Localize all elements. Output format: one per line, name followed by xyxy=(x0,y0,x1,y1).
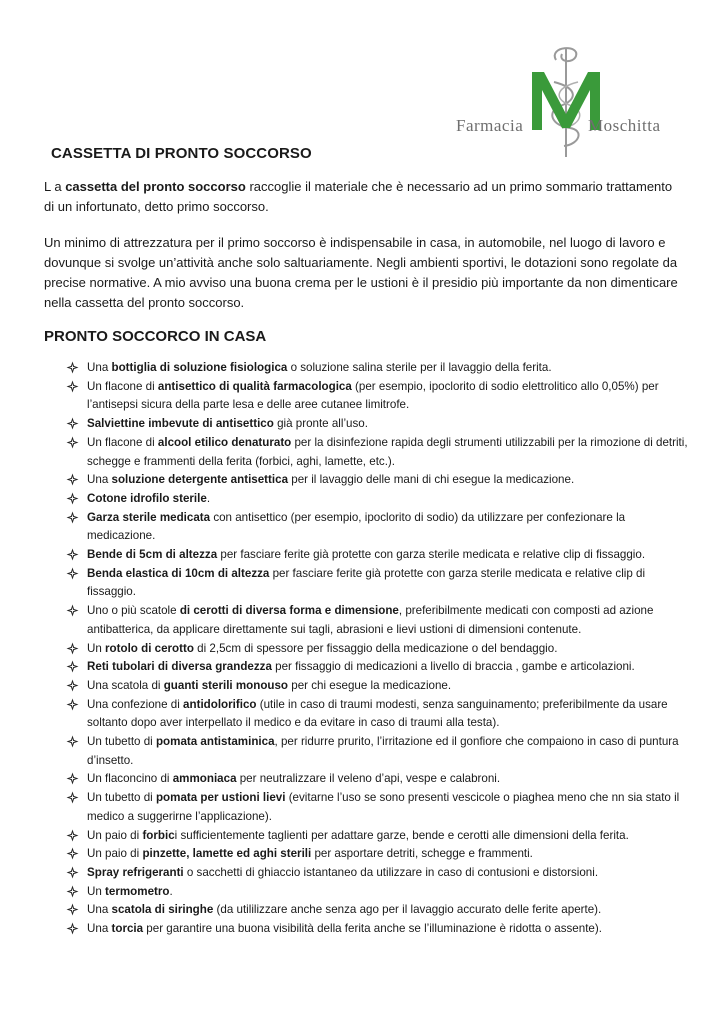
item-text-post: per garantire una buona visibilità della ferita anche se l’illuminazione è ridotta o assente). xyxy=(143,922,602,936)
item-text-post: per asportare detriti, schegge e frammenti. xyxy=(311,847,533,861)
item-text-bold: Bende di 5cm di altezza xyxy=(87,548,218,562)
diamond-bullet-icon xyxy=(66,361,79,374)
item-text-bold: rotolo di cerotto xyxy=(105,641,194,655)
diamond-bullet-icon xyxy=(66,567,79,580)
item-text-bold: Reti tubolari di diversa grandezza xyxy=(87,660,272,674)
item-text-bold: di cerotti di diversa forma e dimensione xyxy=(179,604,399,618)
item-text-post: per chi esegue la medicazione. xyxy=(288,678,452,692)
item-text-pre: Una xyxy=(87,922,112,936)
list-item xyxy=(66,733,688,770)
diamond-bullet-icon xyxy=(66,735,79,748)
diamond-bullet-icon xyxy=(66,679,79,692)
item-text-post: . xyxy=(206,491,211,505)
pharmacy-logo xyxy=(452,42,692,162)
intro-post: raccoglie il materiale che è necessario ad un primo sommario trattamento di un infortunato, detto primo soccorso. xyxy=(44,179,673,214)
item-text-post: per fissaggio di medicazioni a livello di braccia , gambe e articolazioni. xyxy=(271,660,635,674)
item-text-post: , preferibilmente medicati con composti ad azione antibatterica, da applicare direttamente sui tagli, abrasioni e lievi ustioni di dimensioni contenute. xyxy=(87,604,654,636)
item-text-pre: Una xyxy=(87,361,112,374)
item-text-pre: Un xyxy=(87,884,106,898)
item-text-post: di 2,5cm di spessore per fissaggio della medicazione o del bendaggio. xyxy=(193,641,558,655)
logo-word-left: Farmacia xyxy=(456,116,524,135)
item-text-post: o soluzione salina sterile per il lavaggio della ferita. xyxy=(287,361,552,374)
list-item xyxy=(66,565,688,602)
item-text-bold: bottiglia di soluzione fisiologica xyxy=(111,361,288,374)
item-text-pre: Un flacone di xyxy=(87,435,158,449)
diamond-bullet-icon xyxy=(66,436,79,449)
item-text-post: (da utililizzare anche senza ago per il lavaggio accurato delle ferite aperte). xyxy=(213,903,602,917)
list-item xyxy=(66,509,688,546)
item-text-pre: Un tubetto di xyxy=(87,791,156,805)
diamond-bullet-icon xyxy=(66,903,79,916)
item-text-bold: Cotone idrofilo sterile xyxy=(87,491,207,505)
list-item xyxy=(66,827,688,846)
item-text-pre: Un flacone di xyxy=(87,379,158,393)
list-item xyxy=(66,864,688,883)
diamond-bullet-icon xyxy=(66,772,79,785)
diamond-bullet-icon xyxy=(66,642,79,655)
item-text-bold: pinzette, lamette ed aghi sterili xyxy=(142,847,312,861)
supplies-list xyxy=(66,359,688,939)
item-text-post: (evitarne l’uso se sono presenti vescicole o piaghea meno che nn sia stato il medico a suggerirne l’applicazione). xyxy=(87,791,680,823)
list-item xyxy=(66,359,688,378)
list-item xyxy=(66,490,688,509)
list-item xyxy=(66,920,688,939)
diamond-bullet-icon xyxy=(66,511,79,524)
item-text-bold: termometro xyxy=(105,884,170,898)
diamond-bullet-icon xyxy=(66,604,79,617)
item-text-post: già pronte all’uso. xyxy=(273,417,368,431)
list-item xyxy=(66,640,688,659)
item-text-bold: scatola di siringhe xyxy=(111,903,214,917)
diamond-bullet-icon xyxy=(66,829,79,842)
list-item xyxy=(66,415,688,434)
list-item xyxy=(66,696,688,733)
item-text-post: , per ridurre prurito, l’irritazione ed il gonfiore che compaiono in caso di puntura d’insetto. xyxy=(87,735,679,767)
diamond-bullet-icon xyxy=(66,473,79,486)
item-text-bold: Garza sterile medicata xyxy=(87,510,211,524)
item-text-pre: Una confezione di xyxy=(87,697,184,711)
item-text-post: per fasciare ferite già protette con garza sterile medicata e relative clip di fissaggio. xyxy=(217,548,646,562)
diamond-bullet-icon xyxy=(66,847,79,860)
item-text-bold: antidolorifico xyxy=(183,697,257,711)
item-text-post: per neutralizzare il veleno d’api, vespe e calabroni. xyxy=(236,772,501,786)
list-item xyxy=(66,546,688,565)
diamond-bullet-icon xyxy=(66,548,79,561)
item-text-pre: Una xyxy=(87,903,112,917)
item-text-bold: soluzione detergente antisettica xyxy=(111,473,289,487)
item-text-bold: pomata antistaminica xyxy=(155,735,275,749)
item-text-bold: ammoniaca xyxy=(172,772,237,786)
section-title: PRONTO SOCCORCO IN CASA xyxy=(44,328,267,345)
item-text-bold: antisettico di qualità farmacologica xyxy=(157,379,352,393)
diamond-bullet-icon xyxy=(66,922,79,935)
item-text-pre: Un paio di xyxy=(87,847,143,861)
body-paragraph: Un minimo di attrezzatura per il primo soccorso è indispensabile in casa, in automobile, nel luogo di lavoro e dovunque si svolge un’attività anche solo saltuariamente. Negli ambienti sportivi, le dotazioni sono regolate da precise normative. A mio avviso una buona crema per le ustioni è il presidio più importante da non dimenticare nella cassetta del pronto soccorso. xyxy=(44,235,678,310)
list-item xyxy=(66,789,688,826)
item-text-pre: Un xyxy=(87,641,106,655)
list-item xyxy=(66,378,688,415)
item-text-bold: Salviettine imbevute di antisettico xyxy=(87,417,274,431)
item-text-pre: Un tubetto di xyxy=(87,735,156,749)
list-item xyxy=(66,883,688,902)
item-text-post: o sacchetti di ghiaccio istantaneo da utilizzare in caso di contusioni e distorsioni. xyxy=(183,865,599,879)
item-text-post: per il lavaggio delle mani di chi esegue la medicazione. xyxy=(288,473,575,487)
item-text-bold: alcool etilico denaturato xyxy=(157,435,292,449)
item-text-post: per la disinfezione rapida degli strumenti utilizzabili per la rimozione di detriti, schegge e frammenti della ferita (forbici, aghi, lamette, etc.). xyxy=(87,435,688,468)
diamond-bullet-icon xyxy=(66,698,79,711)
item-text-post: (per esempio, ipoclorito di sodio elettrolitico allo 0,05%) per l’antisepsi sicura della parte lesa e delle aree cutanee limitrofe. xyxy=(87,379,659,412)
page-title: CASSETTA DI PRONTO SOCCORSO xyxy=(51,145,312,162)
intro-paragraph xyxy=(44,177,684,217)
item-text-post: con antisettico (per esempio, ipoclorito di sodio) da utilizzare per confezionare la medicazione. xyxy=(87,510,626,543)
diamond-bullet-icon xyxy=(66,492,79,505)
list-item xyxy=(66,471,688,490)
item-text-pre: Un flaconcino di xyxy=(87,772,173,786)
item-text-pre: Uno o più scatole xyxy=(87,604,180,618)
intro-pre: L a xyxy=(44,179,66,194)
diamond-bullet-icon xyxy=(66,866,79,879)
list-item xyxy=(66,901,688,920)
item-text-bold: torcia xyxy=(111,922,144,936)
caduceus-m-logo-icon xyxy=(452,42,692,162)
diamond-bullet-icon xyxy=(66,417,79,430)
list-item xyxy=(66,770,688,789)
item-text-post: (utile in caso di traumi modesti, senza sanguinamento; preferibilmente da usare soltanto dopo aver interpellato il medico e da evitare in caso di traumi alla testa). xyxy=(87,697,668,730)
diamond-bullet-icon xyxy=(66,380,79,393)
item-text-bold: forbic xyxy=(142,828,175,842)
list-item xyxy=(66,434,688,471)
diamond-bullet-icon xyxy=(66,660,79,673)
intro-bold: cassetta del pronto soccorso xyxy=(65,179,246,194)
diamond-bullet-icon xyxy=(66,791,79,804)
item-text-post: per fasciare ferite già protette con garza sterile medicata e relative clip di fissaggio. xyxy=(87,566,646,599)
item-text-bold: guanti sterili monouso xyxy=(163,678,289,692)
list-item xyxy=(66,845,688,864)
list-item xyxy=(66,658,688,677)
list-item xyxy=(66,602,688,639)
item-text-bold: pomata per ustioni lievi xyxy=(155,791,286,805)
item-text-bold: Benda elastica di 10cm di altezza xyxy=(87,566,270,580)
diamond-bullet-icon xyxy=(66,885,79,898)
item-text-post: . xyxy=(169,884,173,898)
list-item xyxy=(66,677,688,696)
item-text-pre: Una xyxy=(87,473,112,487)
item-text-pre: Una scatola di xyxy=(87,678,164,692)
item-text-bold: Spray refrigeranti xyxy=(87,865,184,879)
logo-word-right: Moschitta xyxy=(588,116,661,135)
item-text-pre: Un paio di xyxy=(87,828,143,842)
item-text-post: i sufficientemente taglienti per adattare garze, bende e cerotti alle dimensioni della ferita. xyxy=(174,828,629,842)
